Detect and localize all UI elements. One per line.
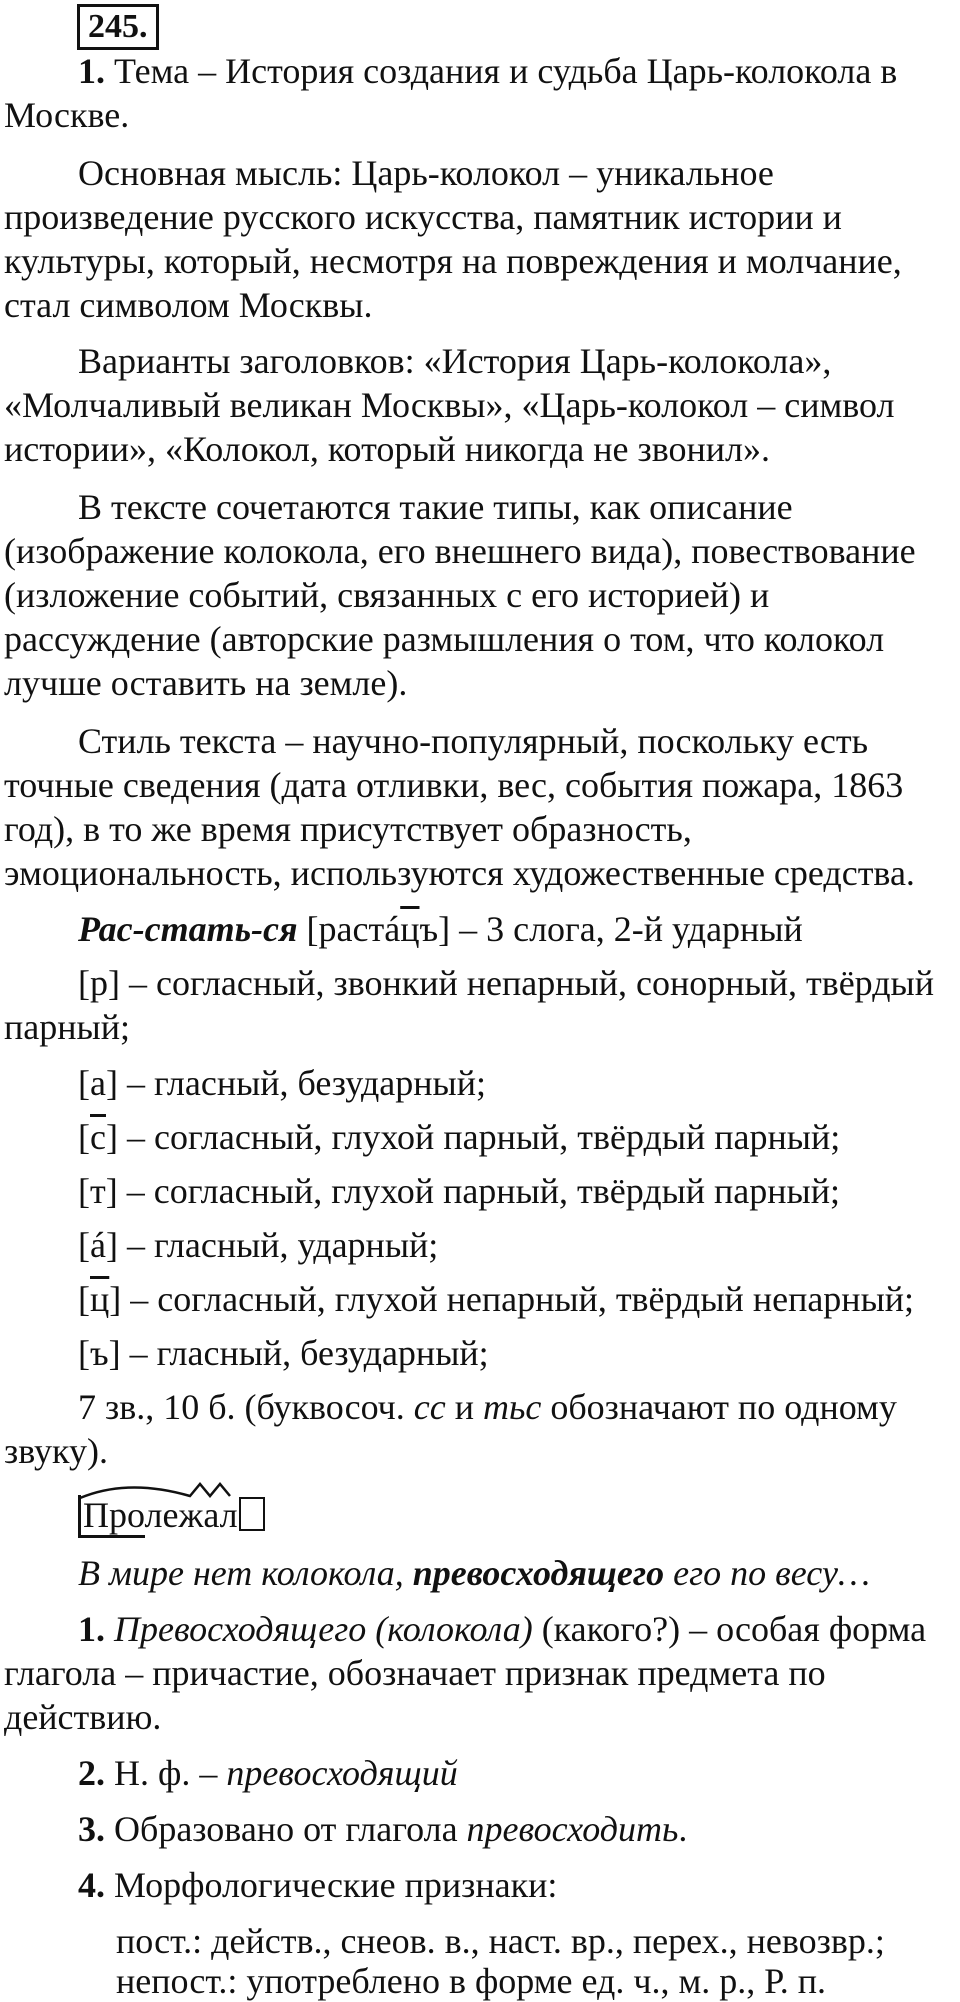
- text-line: лучше оставить на земле).: [4, 663, 408, 703]
- prefix: Про: [78, 1495, 145, 1538]
- text-line: (изложение событий, связанных с его историей) и: [4, 575, 770, 615]
- text-line: [р] – согласный, звонкий непарный, сонорный, твёрдый: [78, 963, 934, 1003]
- text-line: рассуждение (авторские размышления о том, что колокол: [4, 619, 885, 659]
- text-line: звуку).: [4, 1431, 108, 1471]
- exercise-number: 245.: [77, 4, 159, 50]
- text-line: непост.: употреблено в форме ед. ч., м. р., Р. п.: [116, 1961, 827, 2001]
- text-line: (изображение колокола, его внешнего вида), повествование: [4, 531, 916, 571]
- text-line: [т] – согласный, глухой парный, твёрдый парный;: [78, 1171, 840, 1211]
- text-line: «Молчаливый великан Москвы», «Царь-колокол – символ: [4, 385, 895, 425]
- text-line: эмоциональность, используются художественные средства.: [4, 853, 915, 893]
- root: лежал: [144, 1495, 238, 1535]
- text-line: Москве.: [4, 95, 130, 135]
- text-line: [ъ] – гласный, безударный;: [78, 1333, 489, 1373]
- text-line: пост.: действ., снеов. в., наст. вр., перех., невозвр.;: [116, 1921, 885, 1961]
- ending-box: [239, 1497, 265, 1531]
- text-line: 7 зв., 10 б. (буквосоч. сс и тьс обозначают по одному: [78, 1387, 897, 1427]
- text-line: действию.: [4, 1697, 162, 1737]
- text-line: [с] – согласный, глухой парный, твёрдый парный;: [78, 1117, 841, 1157]
- text-line: Основная мысль: Царь-колокол – уникальное: [78, 153, 774, 193]
- text-line: парный;: [4, 1007, 130, 1047]
- morpheme-word: [78, 1494, 265, 1536]
- text-line: глагола – причастие, обозначает признак предмета по: [4, 1653, 826, 1693]
- word-analysis: [4, 1494, 960, 1536]
- text-line: Стиль текста – научно-популярный, поскольку есть: [78, 721, 869, 761]
- text-line: точные сведения (дата отливки, вес, события пожара, 1863: [4, 765, 904, 805]
- transcription-line: Рас-стать-ся [растáцъ] – 3 слога, 2-й ударный: [78, 909, 803, 949]
- text-line: В тексте сочетаются такие типы, как описание: [78, 487, 793, 527]
- text-line: [á] – гласный, ударный;: [78, 1225, 439, 1265]
- text-line: [ц] – согласный, глухой непарный, твёрдый непарный;: [78, 1279, 915, 1319]
- text-line: год), в то же время присутствует образность,: [4, 809, 692, 849]
- text-line: 1. Превосходящего (колокола) (какого?) – особая форма: [78, 1609, 927, 1649]
- text-line: культуры, который, несмотря на повреждения и молчание,: [4, 241, 902, 281]
- text-line: Варианты заголовков: «История Царь-колокола»,: [78, 341, 832, 381]
- text-line: [а] – гласный, безударный;: [78, 1063, 487, 1103]
- text-line: 2. Н. ф. – превосходящий: [78, 1753, 458, 1793]
- text-line: В мире нет колокола, превосходящего его по весу…: [78, 1553, 871, 1593]
- text-line: стал символом Москвы.: [4, 285, 373, 325]
- text-line: истории», «Колокол, который никогда не звонил».: [4, 429, 770, 469]
- text-line: 1. Тема – История создания и судьба Царь-колокола в: [78, 51, 898, 91]
- text-line: 4. Морфологические признаки:: [78, 1865, 558, 1905]
- text-line: 3. Образовано от глагола превосходить.: [78, 1809, 688, 1849]
- root-arc: [78, 1480, 278, 1500]
- text-line: произведение русского искусства, памятник истории и: [4, 197, 842, 237]
